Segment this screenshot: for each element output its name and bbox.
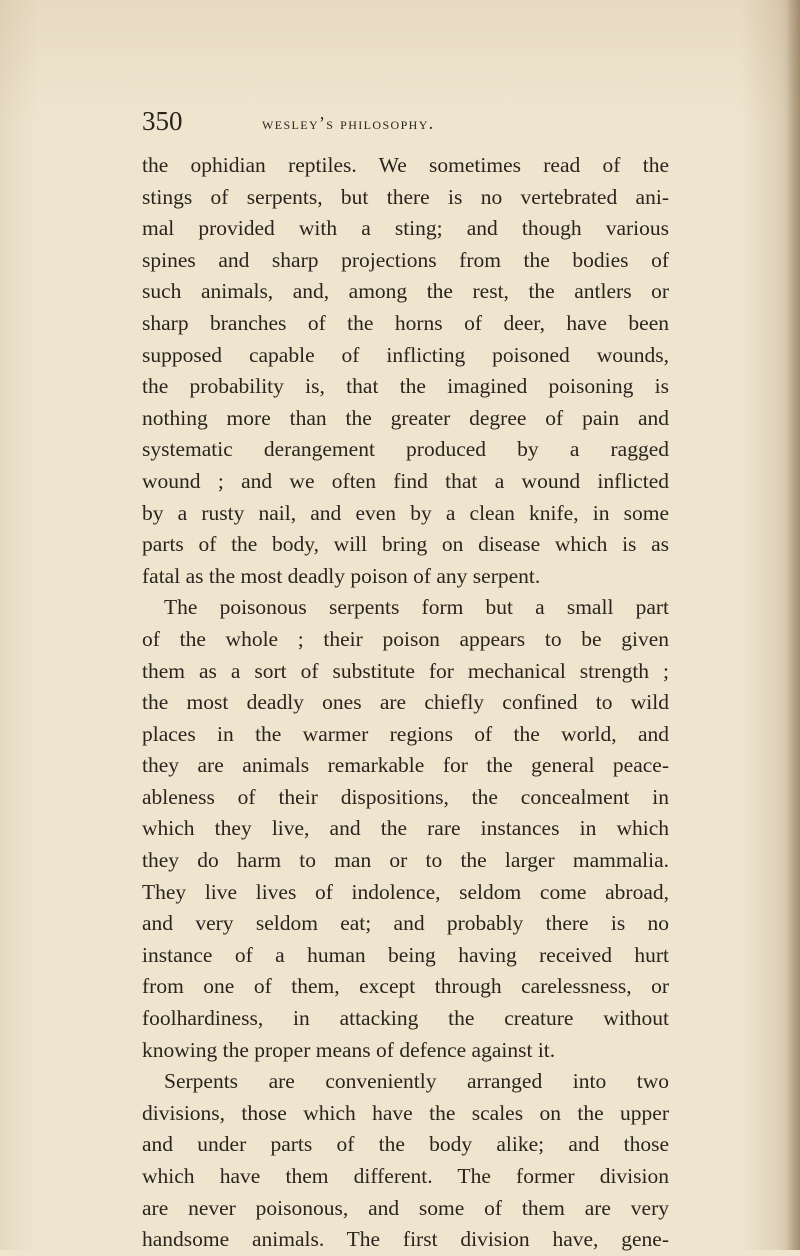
paragraph-end-line: knowing the proper means of defence against it. xyxy=(142,1037,556,1062)
text-line: which have them different. The former division xyxy=(142,1164,669,1188)
body-text xyxy=(142,150,669,1256)
paragraph-end-line: fatal as the most deadly poison of any serpent. xyxy=(142,563,541,588)
page-edge-shadow xyxy=(786,0,800,1250)
text-line: and under parts of the body alike; and those xyxy=(142,1132,669,1157)
text-line: which they live, and the rare instances in which xyxy=(142,816,669,841)
text-line: nothing more than the greater degree of pain and xyxy=(142,405,669,430)
text-line: them as a sort of substitute for mechanical strength ; xyxy=(142,658,669,683)
page-number: 350 xyxy=(142,106,183,136)
text-line: the probability is, that the imagined poisoning is xyxy=(142,374,669,399)
text-line: the ophidian reptiles. We sometimes read of the xyxy=(142,153,669,177)
paragraph-start-line: The poisonous serpents form but a small part xyxy=(164,595,669,620)
text-line: stings of serpents, but there is no vertebrated ani- xyxy=(142,184,669,209)
text-line: from one of them, except through carelessness, or xyxy=(142,974,669,999)
text-line: supposed capable of inflicting poisoned wounds, xyxy=(142,342,669,367)
text-line: such animals, and, among the rest, the antlers or xyxy=(142,279,669,304)
text-line: instance of a human being having received hurt xyxy=(142,942,669,967)
text-line: divisions, those which have the scales on the upper xyxy=(142,1100,669,1125)
text-line: they are animals remarkable for the general peace- xyxy=(142,753,669,778)
text-line: ableness of their dispositions, the concealment in xyxy=(142,784,669,809)
page-header xyxy=(142,103,662,143)
text-line: and very seldom eat; and probably there is no xyxy=(142,911,669,936)
text-line: are never poisonous, and some of them are very xyxy=(142,1195,669,1220)
text-line: handsome animals. The first division have, gene- xyxy=(142,1227,669,1252)
text-line: places in the warmer regions of the world, and xyxy=(142,721,669,746)
text-line: of the whole ; their poison appears to be given xyxy=(142,626,669,651)
text-line: systematic derangement produced by a ragged xyxy=(142,437,669,462)
paragraph-start-line: Serpents are conveniently arranged into two xyxy=(164,1069,669,1094)
text-line: they do harm to man or to the larger mammalia. xyxy=(142,848,669,873)
text-line: sharp branches of the horns of deer, have been xyxy=(142,310,669,335)
text-line: wound ; and we often find that a wound inflicted xyxy=(142,468,669,493)
text-line: foolhardiness, in attacking the creature without xyxy=(142,1006,669,1031)
text-line: spines and sharp projections from the bodies of xyxy=(142,247,669,272)
text-line: the most deadly ones are chiefly confined to wild xyxy=(142,690,669,715)
text-line: parts of the body, will bring on disease which is as xyxy=(142,532,669,557)
text-line: by a rusty nail, and even by a clean knife, in some xyxy=(142,500,669,525)
running-title: wesley’s philosophy. xyxy=(262,113,435,133)
text-line: mal provided with a sting; and though various xyxy=(142,216,669,241)
text-line: They live lives of indolence, seldom come abroad, xyxy=(142,879,669,904)
